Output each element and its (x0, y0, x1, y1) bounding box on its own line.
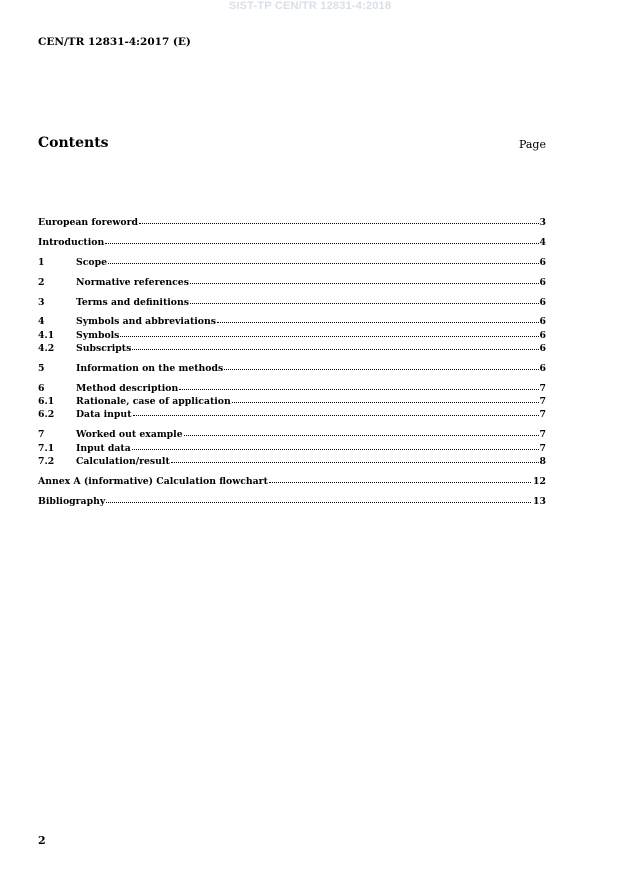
toc-entry-title: Rationale, case of application (76, 396, 231, 408)
watermark-text: SIST-TP CEN/TR 12831-4:2018 (228, 0, 392, 12)
toc-entry-title: Symbols (76, 329, 120, 341)
toc-entry-page: 7 (539, 409, 546, 421)
toc-entry-title: European foreword (38, 217, 138, 228)
toc-entry[interactable] (38, 315, 546, 328)
page-number: 2 (38, 834, 46, 847)
toc-entry[interactable] (38, 256, 546, 269)
toc-dot-leader (132, 441, 539, 450)
toc-entry-page: 3 (539, 217, 546, 228)
toc-entry[interactable] (38, 236, 546, 249)
toc-entry-title: Annex A (informative) Calculation flowchart (38, 475, 268, 487)
toc-entry-number: 6 (38, 382, 45, 394)
toc-entry-title: Information on the methods (76, 362, 224, 374)
toc-entry-number: 4 (38, 316, 45, 328)
toc-dot-leader (179, 381, 538, 390)
toc-entry-number: 6.2 (38, 409, 55, 421)
toc-entry[interactable] (38, 428, 546, 441)
toc-entry-page: 8 (539, 455, 546, 467)
toc-entry-page: 6 (539, 329, 546, 341)
toc-entry-number: 7 (38, 429, 45, 441)
toc-entry[interactable] (38, 442, 546, 455)
toc-entry-page: 6 (539, 256, 546, 268)
toc-dot-leader (139, 215, 539, 224)
toc-dot-leader (232, 394, 539, 403)
toc-entry[interactable] (38, 408, 546, 421)
toc-entry-page: 6 (539, 316, 546, 328)
toc-entry-page: 7 (539, 382, 546, 394)
toc-entry-title: Method description (76, 382, 179, 394)
toc-entry[interactable] (38, 395, 546, 408)
toc-entry-page: 7 (539, 396, 546, 408)
toc-entry[interactable] (38, 216, 546, 229)
toc-entry-title: Introduction (38, 236, 105, 248)
toc-entry[interactable] (38, 382, 546, 395)
toc-entry-title: Calculation/result (76, 455, 170, 467)
toc-entry-number: 7.2 (38, 455, 55, 467)
toc-entry[interactable] (38, 296, 546, 309)
toc-entry[interactable] (38, 475, 546, 488)
toc-dot-leader (133, 407, 539, 416)
toc-entry-page: 6 (539, 362, 546, 374)
toc-entry-number: 6.1 (38, 396, 55, 408)
toc-entry[interactable] (38, 455, 546, 468)
toc-entry-number: 4.2 (38, 343, 55, 355)
toc-dot-leader (120, 328, 538, 337)
toc-entry[interactable] (38, 329, 546, 342)
toc-dot-leader (269, 474, 531, 483)
toc-entry-number: 2 (38, 276, 45, 288)
toc-dot-leader (171, 454, 539, 463)
toc-entry-page: 4 (539, 236, 546, 248)
toc-entry-title: Subscripts (76, 343, 132, 355)
toc-dot-leader (132, 341, 538, 350)
toc-entry-title: Normative references (76, 276, 189, 288)
toc-entry-page: 12 (533, 475, 546, 487)
toc-entry[interactable] (38, 495, 546, 508)
toc-entry-title: Terms and definitions (76, 296, 189, 308)
toc-entry-number: 4.1 (38, 329, 55, 341)
contents-heading: Contents (38, 135, 109, 151)
toc-entry-number: 5 (38, 362, 45, 374)
toc-dot-leader (190, 295, 539, 304)
toc-entry[interactable] (38, 362, 546, 375)
toc-entry-number: 7.1 (38, 442, 55, 454)
toc-entry-page: 7 (539, 429, 546, 441)
toc-dot-leader (190, 275, 539, 284)
toc-entry-page: 7 (539, 442, 546, 454)
toc-entry-title: Input data (76, 442, 131, 454)
toc-entry[interactable] (38, 276, 546, 289)
toc-entry-title: Bibliography (38, 495, 106, 507)
toc-entry-number: 1 (38, 256, 45, 268)
toc-dot-leader (105, 235, 538, 244)
toc-entry[interactable] (38, 342, 546, 355)
toc-entry-title: Worked out example (76, 429, 183, 441)
toc-entry-page: 6 (539, 276, 546, 288)
toc-entry-title: Data input (76, 409, 132, 421)
toc-dot-leader (224, 361, 538, 370)
toc-entry-number: 3 (38, 296, 45, 308)
toc-entry-title: Symbols and abbreviations (76, 316, 216, 328)
toc-entry-page: 6 (539, 296, 546, 308)
toc-entry-title: Scope (76, 256, 107, 268)
toc-entry-page: 13 (533, 495, 546, 507)
document-identifier: CEN/TR 12831-4:2017 (E) (38, 36, 191, 48)
page-column-label: Page (518, 138, 546, 151)
table-of-contents (38, 216, 546, 508)
toc-entry-page: 6 (539, 343, 546, 355)
toc-dot-leader (106, 494, 531, 503)
toc-dot-leader (184, 427, 539, 436)
toc-dot-leader (217, 314, 539, 323)
toc-dot-leader (108, 255, 539, 264)
